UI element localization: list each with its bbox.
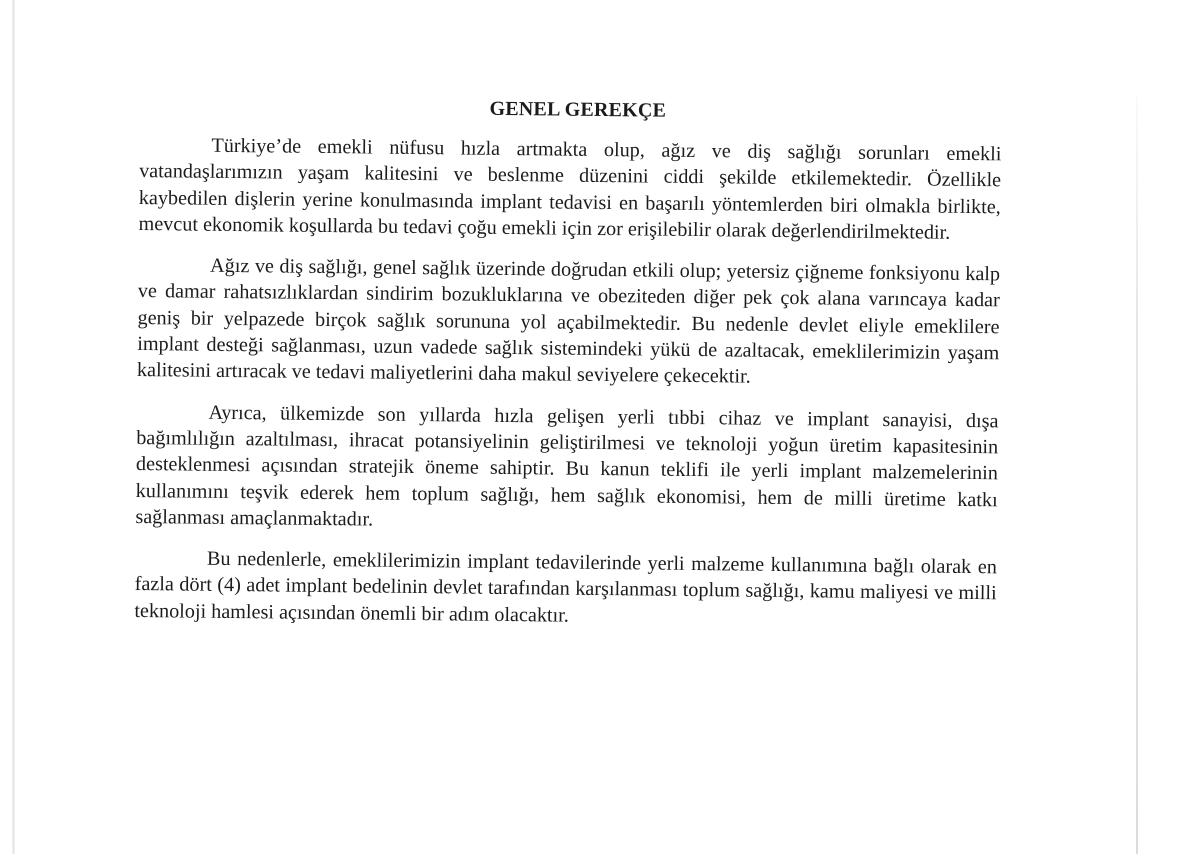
document-body (134, 92, 1002, 648)
scan-edge-right (1136, 95, 1138, 854)
scan-edge-left (12, 0, 15, 854)
document-title: GENEL GEREKÇE (489, 97, 667, 122)
paragraph-2: Ağız ve diş sağlığı, genel sağlık üzerinde doğrudan etkili olup; yetersiz çiğneme fonksiyonu kalp ve damar rahatsızlıklardan sindirim bozukluklarına ve obeziteden diğer pek çok alana varıncaya kadar geniş bir yelpazede birçok sağlık sorununa yol açabilmektedir. Bu nedenle devlet eliyle emeklilere implant desteği sağlanması, uzun vadede sağlık sistemindeki yükü de azaltacak, emeklilerimizin yaşam kalitesini artıracak ve tedavi maliyetlerini daha makul seviyelere çekecektir. (136, 254, 1001, 388)
paragraph-4: Bu nedenlerle, emeklilerimizin implant tedavilerinde yerli malzeme kullanımına bağlı olarak en fazla dört (4) adet implant bedelinin devlet tarafından karşılanması toplum sağlığı, kamu maliyesi ve milli teknoloji hamlesi açısından önemli bir adım olacaktır. (134, 547, 998, 627)
paragraph-3: Ayrıca, ülkemizde son yıllarda hızla gelişen yerli tıbbi cihaz ve implant sanayisi, dışa bağımlılığın azaltılması, ihracat potansiyelinin geliştirilmesi ve teknoloji yoğun üretim kapasitesinin desteklenmesi açısından stratejik öneme sahiptir. Bu kanun teklifi ile yerli implant malzemelerinin kullanımını teşvik ederek hem toplum sağlığı, hem sağlık ekonomisi, hem de milli üretime katkı sağlanması amaçlanmaktadır. (135, 401, 999, 531)
paragraph-1: Türkiye’de emekli nüfusu hızla artmakta olup, ağız ve diş sağlığı sorunları emekli vatandaşlarımızın yaşam kalitesini ve beslenme düzenini ciddi şekilde etkilemektedir. Özellikle kaybedilen dişlerin yerine konulmasında implant tedavisi en başarılı yöntemlerden biri olmakla birlikte, mevcut ekonomik koşullarda bu tedavi çoğu emekli için zor erişilebilir olarak değerlendirilmektedir. (138, 134, 1002, 244)
